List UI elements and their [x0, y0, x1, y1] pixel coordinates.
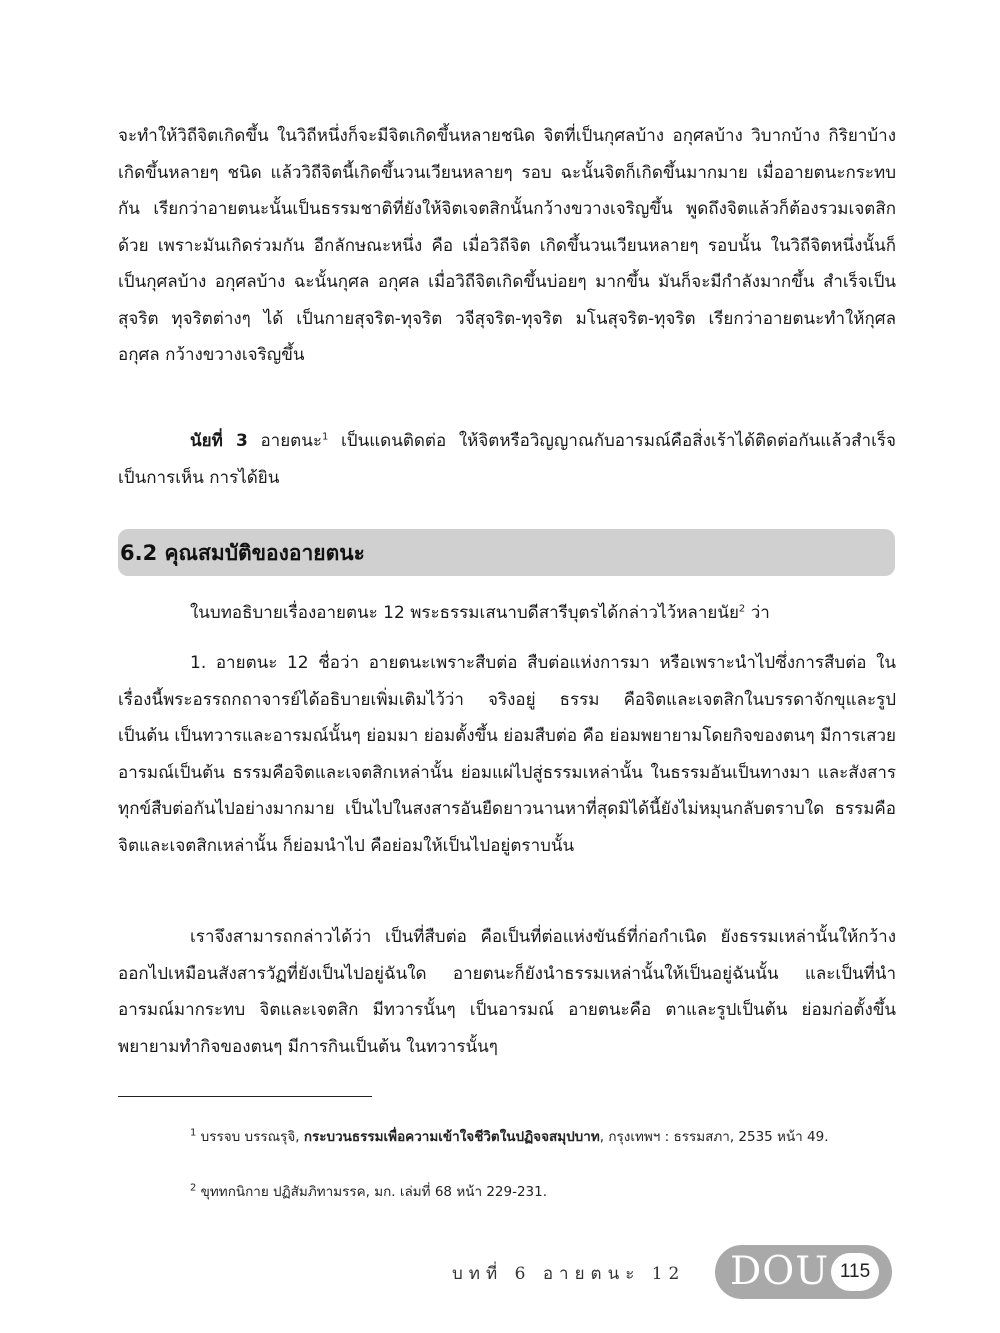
section-intro-paragraph [118, 595, 896, 632]
paragraph-2-text-a: อายตนะ [247, 431, 322, 451]
body-paragraph-1: จะทำให้วิถีจิตเกิดขึ้น ในวิถีหนึ่งก็จะมีจิตเกิดขึ้นหลายชนิด จิตที่เป็นกุศลบ้าง อกุศลบ้าง วิบากบ้าง กิริยาบ้าง เกิดขึ้นหลายๆ ชนิด แล้ววิถีจิตนี้เกิดขึ้นวนเวียนหลายๆ รอบ ฉะนั้นจิตก็เกิดขึ้นมากมาย เมื่ออายตนะกระทบกัน เรียกว่าอายตนะนั้นเป็นธรรมชาติที่ยังให้จิตเจตสิกนั้นกว้างขวางเจริญขึ้น พูดถึงจิตแล้วก็ต้องรวมเจตสิกด้วย เพราะมันเกิดร่วมกัน อีกลักษณะหนึ่ง คือ เมื่อวิถีจิต เกิดขึ้นวนเวียนหลายๆ รอบนั้น ในวิถีจิตหนึ่งนั้นก็เป็นกุศลบ้าง อกุศลบ้าง ฉะนั้นกุศล อกุศล เมื่อวิถีจิตเกิดขึ้นบ่อยๆ มากขึ้น มันก็จะมีกำลังมากขึ้น สำเร็จเป็นสุจริต ทุจริตต่างๆ ได้ เป็นกายสุจริต-ทุจริต วจีสุจริต-ทุจริต มโนสุจริต-ทุจริต เรียกว่าอายตนะทำให้กุศล อกุศล กว้างขวางเจริญขึ้น [118, 126, 896, 365]
page-number: 115 [831, 1253, 879, 1291]
footnote-1-book-title: กระบวนธรรมเพื่อความเข้าใจชีวิตในปฏิจจสมุปบาท [303, 1129, 600, 1145]
footnote-1 [118, 1124, 896, 1151]
footnote-2-number: 2 [190, 1182, 197, 1194]
section-intro-text-b: ว่า [745, 603, 770, 623]
paragraph-2-text-b: เป็นแดนติดต่อ ให้จิตหรือวิญญาณกับอารมณ์คือสิ่งเร้าได้ติดต่อกันแล้วสำเร็จเป็นการเห็น การได้ยิน [118, 431, 896, 488]
footnote-divider [118, 1096, 372, 1097]
footnote-1-text-a: บรรจบ บรรณรุจิ, [196, 1129, 304, 1145]
footnote-ref-2[interactable]: 2 [738, 603, 746, 615]
item-1-paragraph: 1. อายตนะ 12 ชื่อว่า อายตนะเพราะสืบต่อ สืบต่อแห่งการมา หรือเพราะนำไปซึ่งการสืบต่อ ในเรื่องนี้พระอรรถกถาจารย์ได้อธิบายเพิ่มเติมไว้ว่า จริงอยู่ ธรรม คือจิตและเจตสิกในบรรดาจักขุและรูป เป็นต้น เป็นทวารและอารมณ์นั้นๆ ย่อมมา ย่อมตั้งขึ้น ย่อมสืบต่อ คือ ย่อมพยายามโดยกิจของตนๆ มีการเสวยอารมณ์เป็นต้น ธรรมคือจิตและเจตสิกเหล่านั้น ย่อมแผ่ไปสู่ธรรมเหล่านั้น ในธรรมอันเป็นทางมา และสังสารทุกข์สืบต่อกันไปอย่างมากมาย เป็นไปในสงสารอันยืดยาวนานหาที่สุดมิได้นี้ยังไม่หมุนกลับตราบใด ธรรมคือจิตและเจตสิกเหล่านั้น ก็ย่อมนำไป คือย่อมให้เป็นไปอยู่ตราบนั้น [118, 653, 896, 856]
body-paragraph-2 [118, 423, 896, 496]
section-title: 6.2 คุณสมบัติของอายตนะ [120, 541, 365, 565]
conclusion-paragraph: เราจึงสามารถกล่าวได้ว่า เป็นที่สืบต่อ คือเป็นที่ต่อแห่งขันธ์ที่ก่อกำเนิด ยังธรรมเหล่านั้นให้กว้างออกไปเหมือนสังสารวัฏที่ยังเป็นไปอยู่ฉันใด อายตนะก็ยังนำธรรมเหล่านั้นให้เป็นอยู่ฉันนั้น และเป็นที่นำอารมณ์มากระทบ จิตและเจตสิก มีทวารนั้นๆ เป็นอารมณ์ อายตนะคือ ตาและรูปเป็นต้น ย่อมก่อตั้งขึ้นพยายามทำกิจของตนๆ มีการกินเป็นต้น ในทวารนั้นๆ [118, 927, 896, 1057]
footer-chapter-title: บทที่ 6 อายตนะ 12 [452, 1264, 686, 1284]
footnote-1-number: 1 [190, 1127, 197, 1139]
paragraph-2-lead: นัยที่ 3 [190, 431, 248, 451]
dou-logo: DOU [730, 1249, 830, 1294]
footnote-2 [118, 1179, 896, 1206]
footnote-2-text: ขุททกนิกาย ปฏิสัมภิทามรรค, มก. เล่มที่ 68 หน้า 229-231. [196, 1184, 548, 1200]
footnote-ref-1[interactable]: 1 [321, 431, 329, 443]
footnote-1-text-b: , กรุงเทพฯ : ธรรมสภา, 2535 หน้า 49. [599, 1129, 829, 1145]
section-intro-text-a: ในบทอธิบายเรื่องอายตนะ 12 พระธรรมเสนาบดีสารีบุตรได้กล่าวไว้หลายนัย [190, 603, 739, 623]
